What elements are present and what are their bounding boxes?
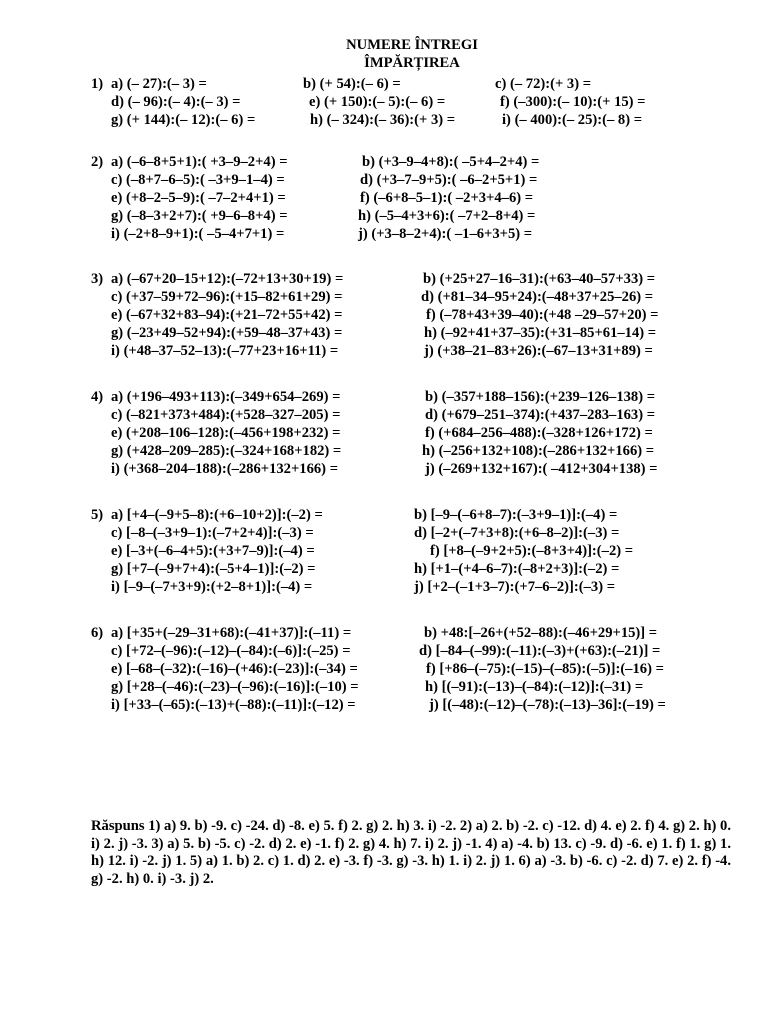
exercise-item: a) [+35+(–29–31+68):(–41+37)]:(–11) = — [111, 625, 352, 641]
exercise-item: e) (+ 150):(– 5):(– 6) = — [309, 94, 446, 110]
exercise-item: i) (–2+8–9+1):( –5–4+7+1) = — [111, 226, 285, 242]
exercise-item: f) [+8–(–9+2+5):(–8+3+4)]:(–2) = — [430, 543, 634, 559]
exercise-item: d) (+3–7–9+5):( –6–2+5+1) = — [360, 172, 538, 188]
exercise-item: g) (+ 144):(– 12):(– 6) = — [111, 112, 256, 128]
exercise-item: b) (+3–9–4+8):( –5+4–2+4) = — [362, 154, 540, 170]
exercise-item: a) (–6–8+5+1):( +3–9–2+4) = — [111, 154, 288, 170]
exercise-item: c) [–8–(–3+9–1):(–7+2+4)]:(–3) = — [111, 525, 314, 541]
exercise-item: e) (+8–2–5–9):( –7–2+4+1) = — [111, 190, 286, 206]
exercise-item: g) (–23+49–52+94):(+59–48–37+43) = — [111, 325, 343, 341]
exercise-item: c) (– 72):(+ 3) = — [495, 76, 592, 92]
exercise-item: b) (–357+188–156):(+239–126–138) = — [425, 389, 656, 405]
exercise-item: d) (+679–251–374):(+437–283–163) = — [425, 407, 656, 423]
exercise-item: a) [+4–(–9+5–8):(+6–10+2)]:(–2) = — [111, 507, 323, 523]
exercise-item: b) [–9–(–6+8–7):(–3+9–1)]:(–4) = — [414, 507, 618, 523]
exercise-item: b) (+25+27–16–31):(+63–40–57+33) = — [423, 271, 656, 287]
exercise-item: h) [(–91):(–13)–(–84):(–12)]:(–31) = — [425, 679, 644, 695]
exercise-item: f) (–300):(– 10):(+ 15) = — [500, 94, 646, 110]
page-title: NUMERE ÎNTREGI — [346, 37, 478, 53]
exercise-item: a) (–67+20–15+12):(–72+13+30+19) = — [111, 271, 344, 287]
exercise-item: j) (+38–21–83+26):(–67–13+31+89) = — [424, 343, 653, 359]
exercise-item: c) (+37–59+72–96):(+15–82+61+29) = — [111, 289, 343, 305]
exercise-item: h) (–5–4+3+6):( –7+2–8+4) = — [358, 208, 536, 224]
exercise-item: f) [+86–(–75):(–15)–(–85):(–5)]:(–16) = — [426, 661, 664, 677]
section-number: 3) — [91, 271, 104, 287]
exercise-item: e) [–3+(–6–4+5):(+3+7–9)]:(–4) = — [111, 543, 315, 559]
exercise-item: c) (–821+373+484):(+528–327–205) = — [111, 407, 341, 423]
section-number: 2) — [91, 154, 104, 170]
exercise-item: c) (–8+7–6–5):( –3+9–1–4) = — [111, 172, 285, 188]
exercise-item: b) +48:[–26+(+52–88):(–46+29+15)] = — [424, 625, 658, 641]
exercise-item: e) (–67+32+83–94):(+21–72+55+42) = — [111, 307, 343, 323]
exercise-item: c) [+72–(–96):(–12)–(–84):(–6)]:(–25) = — [111, 643, 351, 659]
exercise-item: i) (+48–37–52–13):(–77+23+16+11) = — [111, 343, 339, 359]
exercise-item: j) [(–48):(–12)–(–78):(–13)–36]:(–19) = — [429, 697, 666, 713]
exercise-item: j) (+3–8–2+4):( –1–6+3+5) = — [358, 226, 533, 242]
exercise-item: e) [–68–(–32):(–16)–(+46):(–23)]:(–34) = — [111, 661, 358, 677]
exercise-item: f) (–78+43+39–40):(+48 –29–57+20) = — [426, 307, 659, 323]
exercise-item: d) (+81–34–95+24):(–48+37+25–26) = — [421, 289, 654, 305]
exercise-item: a) (+196–493+113):(–349+654–269) = — [111, 389, 341, 405]
exercise-item: a) (– 27):(– 3) = — [111, 76, 207, 92]
exercise-item: h) (–92+41+37–35):(+31–85+61–14) = — [424, 325, 657, 341]
exercise-item: i) [+33–(–65):(–13)+(–88):(–11)]:(–12) = — [111, 697, 356, 713]
section-number: 4) — [91, 389, 104, 405]
page-subtitle: ÎMPĂRȚIREA — [364, 55, 460, 71]
exercise-item: h) [+1–(+4–6–7):(–8+2+3)]:(–2) = — [414, 561, 620, 577]
exercise-item: b) (+ 54):(– 6) = — [303, 76, 401, 92]
section-number: 5) — [91, 507, 104, 523]
exercise-item: i) (– 400):(– 25):(– 8) = — [502, 112, 643, 128]
exercise-item: i) [–9–(–7+3+9):(+2–8+1)]:(–4) = — [111, 579, 313, 595]
exercise-item: g) [+28–(–46):(–23)–(–96):(–16)]:(–10) = — [111, 679, 359, 695]
exercise-item: f) (–6+8–5–1):( –2+3+4–6) = — [360, 190, 534, 206]
exercise-item: g) (–8–3+2+7):( +9–6–8+4) = — [111, 208, 288, 224]
exercise-item: g) (+428–209–285):(–324+168+182) = — [111, 443, 342, 459]
answer-key: Răspuns 1) a) 9. b) -9. c) -24. d) -8. e) 5. f) 2. g) 2. h) 3. i) -2. 2) a) 2. b) -2. c) -12. d) 4. e) 2. f) 4. g) 2. h) 0. i) 2. j) -3. 3) a) 5. b) -5. c) -2. d) 2. e) -1. f) 2. g) 4. h) 7. i) 2. j) -1. 4) a) -4. b) 13. c) -9. d) -6. e) 1. f) 1. g) 1. h) 12. i) -2. j) 1. 5) a) 1. b) 2. c) 1. d) 2. e) -3. f) -3. g) -3. h) 1. i) 2. j) 1. 6) a) -3. b) -6. c) -2. d) 7. e) 2. f) -4. g) -2. h) 0. i) -3. j) 2. — [91, 818, 731, 887]
exercise-item: i) (+368–204–188):(–286+132+166) = — [111, 461, 339, 477]
exercise-item: e) (+208–106–128):(–456+198+232) = — [111, 425, 341, 441]
exercise-item: d) [–84–(–99):(–11):(–3)+(+63):(–21)] = — [419, 643, 661, 659]
exercise-item: h) (– 324):(– 36):(+ 3) = — [310, 112, 456, 128]
exercise-item: j) [+2–(–1+3–7):(+7–6–2)]:(–3) = — [414, 579, 616, 595]
section-number: 1) — [91, 76, 104, 92]
section-number: 6) — [91, 625, 104, 641]
exercise-item: f) (+684–256–488):(–328+126+172) = — [425, 425, 653, 441]
exercise-item: d) [–2+(–7+3+8):(+6–8–2)]:(–3) = — [414, 525, 620, 541]
exercise-item: g) [+7–(–9+7+4):(–5+4–1)]:(–2) = — [111, 561, 316, 577]
exercise-item: j) (–269+132+167):( –412+304+138) = — [425, 461, 658, 477]
exercise-item: h) (–256+132+108):(–286+132+166) = — [422, 443, 655, 459]
exercise-item: d) (– 96):(– 4):(– 3) = — [111, 94, 241, 110]
